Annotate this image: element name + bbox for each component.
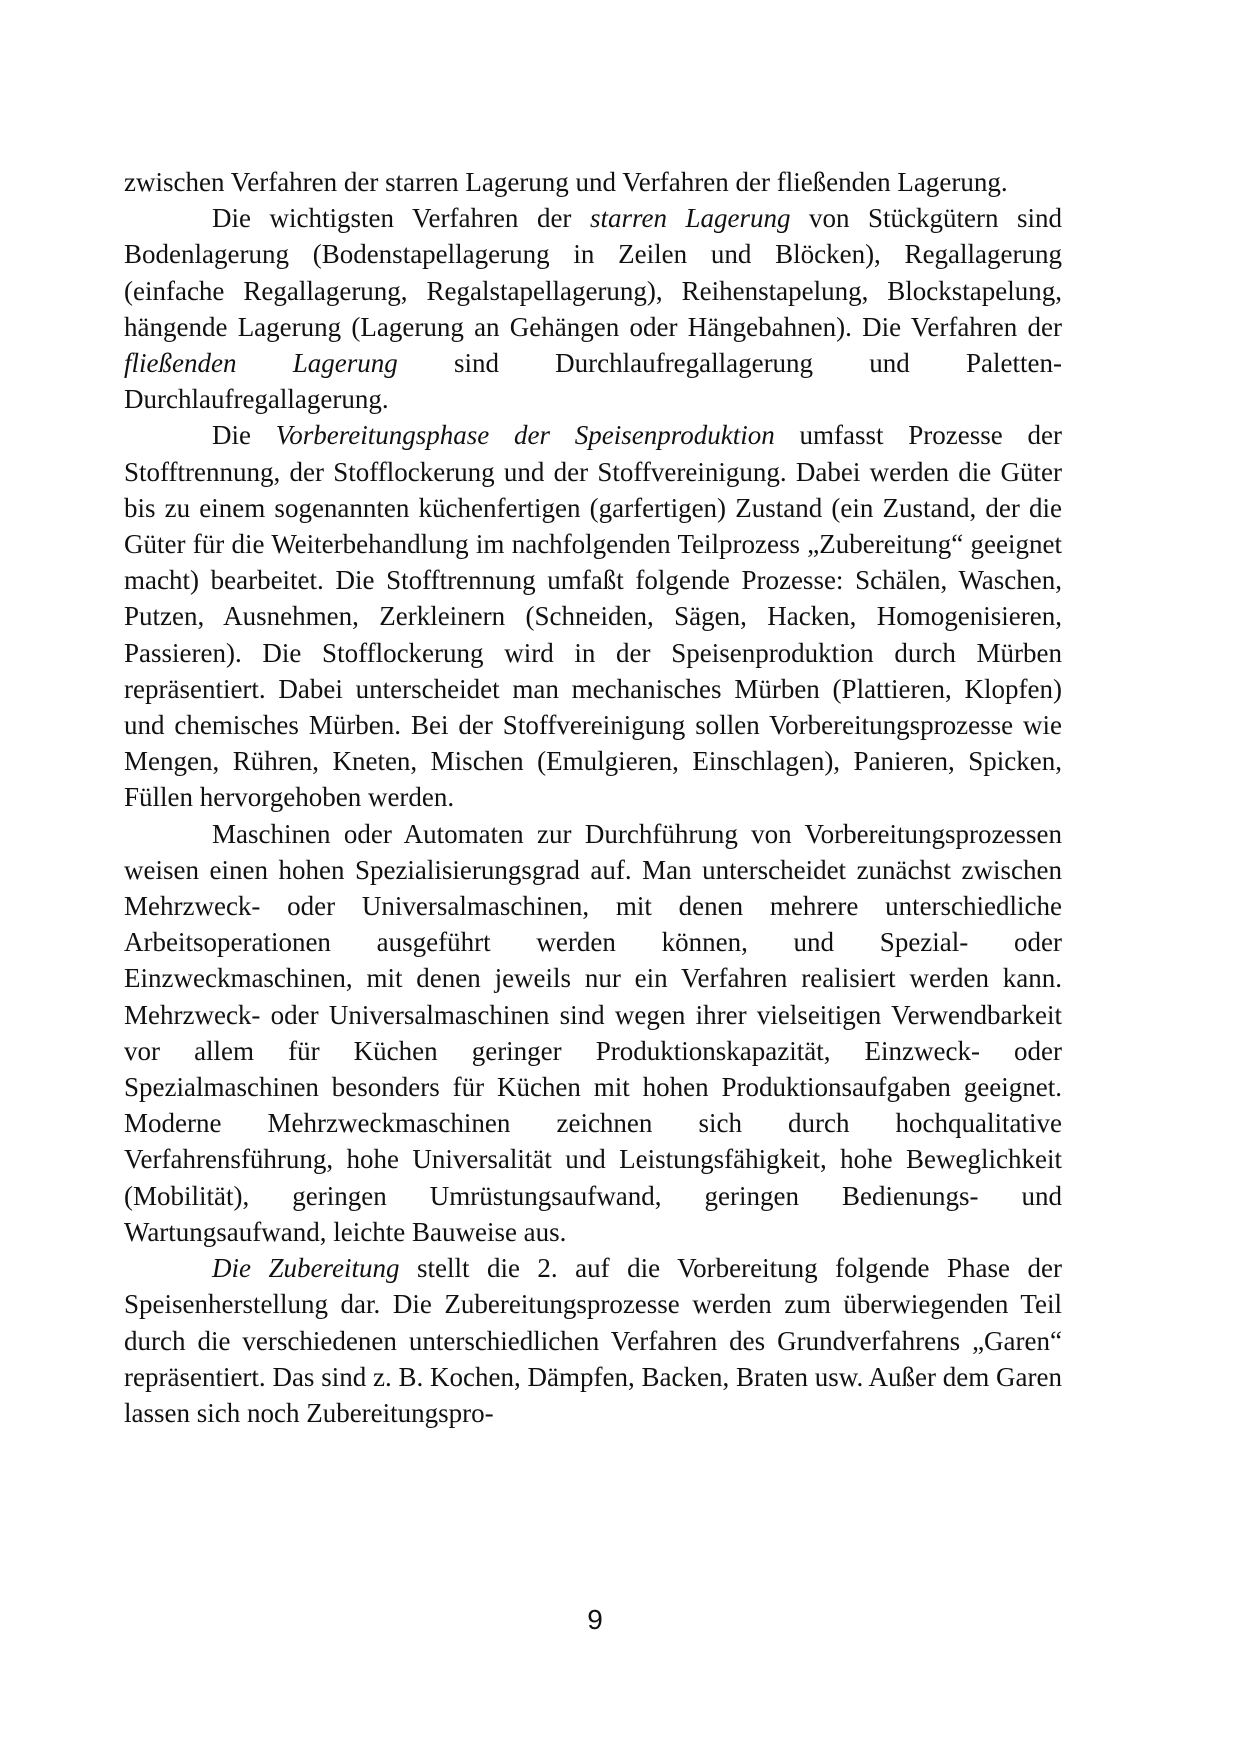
body-text — [124, 164, 1062, 1431]
paragraph-2-text-2: von Stückgütern sind Bodenlagerung (Bodenstapellagerung in Zeilen und Blöcken), Regallagerung (einfache Regallagerung, Regalstapellagerung), Reihenstapelung, Blockstapelung, hängende Lagerung (Lagerung an Gehängen oder Hängebahnen). Die Verfahren der — [124, 203, 1062, 342]
paragraph-2-emphasis-2: fließenden Lagerung — [124, 348, 398, 379]
paragraph-3-text-2: umfasst Prozesse der Stofftrennung, der Stofflockerung und der Stoffvereinigung. Dabei werden die Güter bis zu einem sogenannten küchenfertigen (garfertigen) Zustand (ein Zustand, der die Güter für die Weiterbehandlung im nachfolgenden Teilprozess „Zubereitung“ geeignet macht) bearbeitet. Die Stofftrennung umfaßt folgende Prozesse: Schälen, Waschen, Putzen, Ausnehmen, Zerkleinern (Schneiden, Sägen, Hacken, Homogenisieren, Passieren). Die Stofflockerung wird in der Speisenproduktion durch Mürben repräsentiert. Dabei unterscheidet man mechanisches Mürben (Plattieren, Klopfen) und chemisches Mürben. Bei der Stoffvereinigung sollen Vorbereitungsprozesse wie Mengen, Rühren, Kneten, Mischen (Emulgieren, Einschlagen), Panieren, Spicken, Füllen hervorgehoben werden. — [124, 420, 1062, 813]
paragraph-2-text-3: sind Durchlaufregallagerung und Paletten-Durchlaufregallagerung. — [124, 348, 1062, 415]
paragraph-5-text-1: stellt die 2. auf die Vorbereitung folgende Phase der Speisenherstellung dar. Die Zubereitungsprozesse werden zum überwiegenden Teil durch die verschiedenen unterschiedlichen Verfahren des Grundverfahrens „Garen“ repräsentiert. Das sind z. B. Kochen, Dämpfen, Backen, Braten usw. Außer dem Garen lassen sich noch Zubereitungspro- — [124, 1253, 1062, 1428]
paragraph-4-text: Maschinen oder Automaten zur Durchführung von Vorbereitungsprozessen weisen einen hohen Spezialisierungsgrad auf. Man unterscheidet zunächst zwischen Mehrzweck- oder Universalmaschinen, mit denen mehrere unterschiedliche Arbeitsoperationen ausgeführt werden können, und Spezial- oder Einzweckmaschinen, mit denen jeweils nur ein Verfahren realisiert werden kann. Mehrzweck- oder Universalmaschinen sind wegen ihrer vielseitigen Verwendbarkeit vor allem für Küchen geringer Produktionskapazität, Einzweck- oder Spezialmaschinen besonders für Küchen mit hohen Produktionsaufgaben geeignet. Moderne Mehrzweckmaschinen zeichnen sich durch hochqualitative Verfahrensführung, hohe Universalität und Leistungsfähigkeit, hohe Beweglichkeit (Mobilität), geringen Umrüstungsaufwand, geringen Bedienungs- und Wartungsaufwand, leichte Bauweise aus. — [124, 818, 1062, 1247]
paragraph-2-emphasis-1: starren Lagerung — [589, 203, 791, 234]
paragraph-4 — [124, 816, 1062, 1250]
paragraph-2-text-1: Die wichtigsten Verfahren der — [212, 203, 590, 234]
paragraph-1-text: zwischen Verfahren der starren Lagerung und Verfahren der fließenden Lagerung. — [124, 167, 1008, 197]
paragraph-2 — [124, 200, 1062, 417]
paragraph-1 — [124, 164, 1062, 200]
paragraph-5-emphasis-1: Die Zubereitung — [212, 1253, 400, 1284]
paragraph-3 — [124, 417, 1062, 815]
paragraph-3-emphasis-1: Vorbereitungsphase der Speisenproduktion — [275, 420, 775, 451]
paragraph-5 — [124, 1250, 1062, 1431]
page-number: 9 — [587, 1604, 603, 1635]
paragraph-3-text-1: Die — [212, 420, 276, 451]
